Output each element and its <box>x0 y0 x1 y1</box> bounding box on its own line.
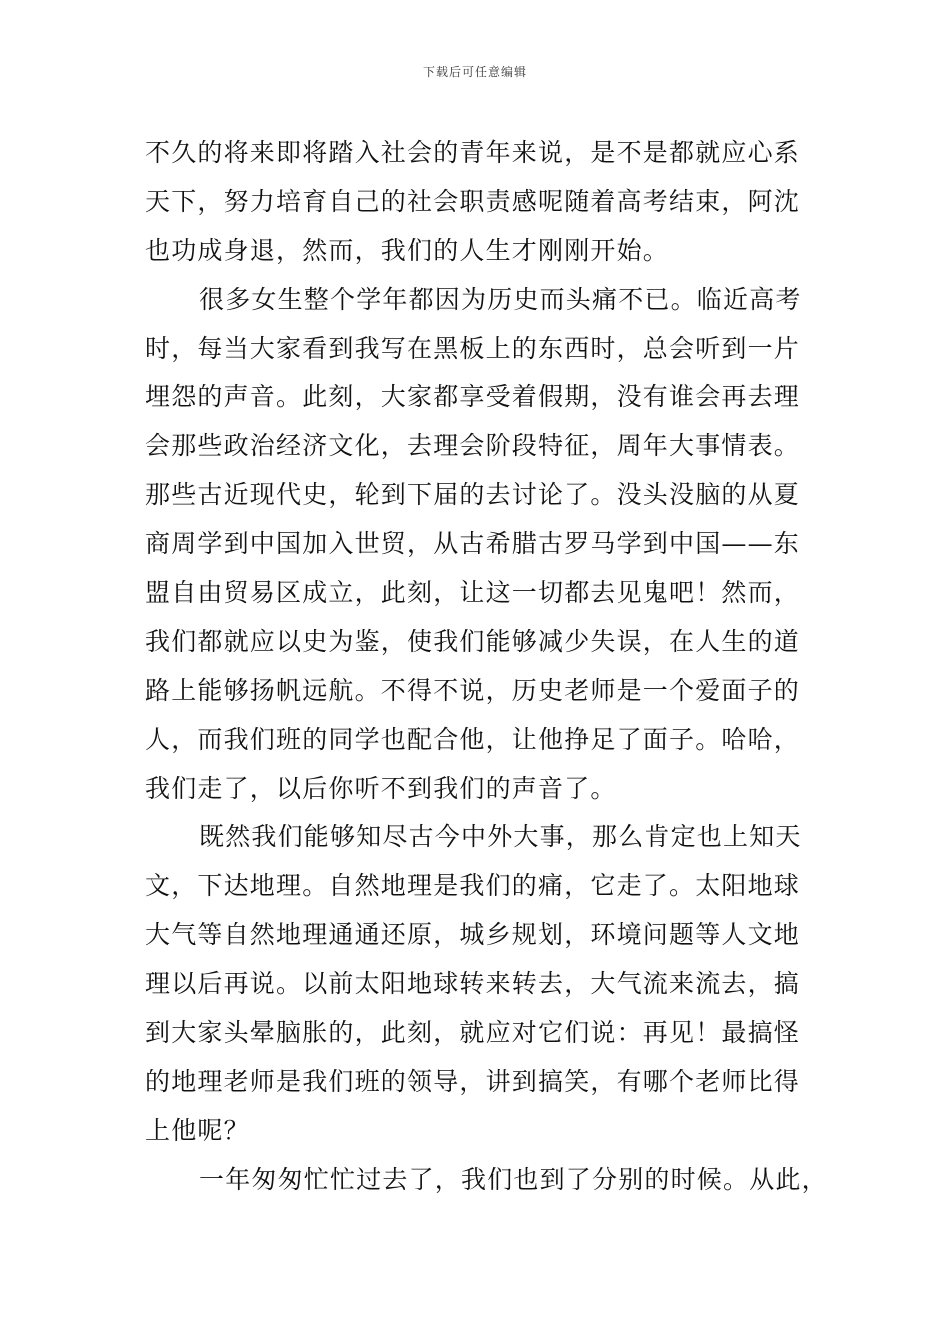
text-line: 埋怨的声音。此刻，大家都享受着假期，没有谁会再去理 <box>145 382 801 412</box>
text-line: 文，下达地理。自然地理是我们的痛，它走了。太阳地球 <box>145 871 801 901</box>
text-line: 我们走了，以后你听不到我们的声音了。 <box>145 773 617 803</box>
text-line: 既然我们能够知尽古今中外大事，那么肯定也上知天 <box>199 822 802 852</box>
page-header: 下载后可任意编辑 <box>422 65 527 79</box>
text-line: 人，而我们班的同学也配合他，让他挣足了面子。哈哈， <box>145 724 801 754</box>
text-line: 路上能够扬帆远航。不得不说，历史老师是一个爱面子的 <box>145 675 801 705</box>
text-line: 会那些政治经济文化，去理会阶段特征，周年大事情表。 <box>145 431 801 461</box>
text-line: 到大家头晕脑胀的，此刻，就应对它们说：再见！最搞怪 <box>145 1018 801 1048</box>
paragraph <box>145 1156 835 1205</box>
text-line: 大气等自然地理通通还原，城乡规划，环境问题等人文地 <box>145 920 801 950</box>
text-line: 盟自由贸易区成立，此刻，让这一切都去见鬼吧！然而， <box>145 578 801 608</box>
paragraph <box>145 129 835 276</box>
text-line: 很多女生整个学年都因为历史而头痛不已。临近高考 <box>199 284 802 314</box>
text-line: 那些古近现代史，轮到下届的去讨论了。没头没脑的从夏 <box>145 480 801 510</box>
text-line: 的地理老师是我们班的领导，讲到搞笑，有哪个老师比得 <box>145 1066 801 1096</box>
paragraph <box>145 813 835 1155</box>
text-line: 我们都就应以史为鉴，使我们能够减少失误，在人生的道 <box>145 626 801 656</box>
text-line: 上他呢？ <box>145 1115 250 1145</box>
text-line: 时，每当大家看到我写在黑板上的东西时，总会听到一片 <box>145 333 801 363</box>
document-body <box>145 129 835 1205</box>
text-line: 商周学到中国加入世贸，从古希腊古罗马学到中国——东 <box>145 529 801 559</box>
text-line: 天下，努力培育自己的社会职责感呢随着高考结束，阿沈 <box>145 186 801 216</box>
text-line: 不久的将来即将踏入社会的青年来说，是不是都就应心系 <box>145 138 801 167</box>
text-line: 一年匆匆忙忙过去了，我们也到了分别的时候。从此， <box>199 1164 828 1194</box>
paragraph <box>145 276 835 814</box>
text-line: 也功成身退，然而，我们的人生才刚刚开始。 <box>145 235 670 265</box>
text-line: 理以后再说。以前太阳地球转来转去，大气流来流去，搞 <box>145 969 801 999</box>
